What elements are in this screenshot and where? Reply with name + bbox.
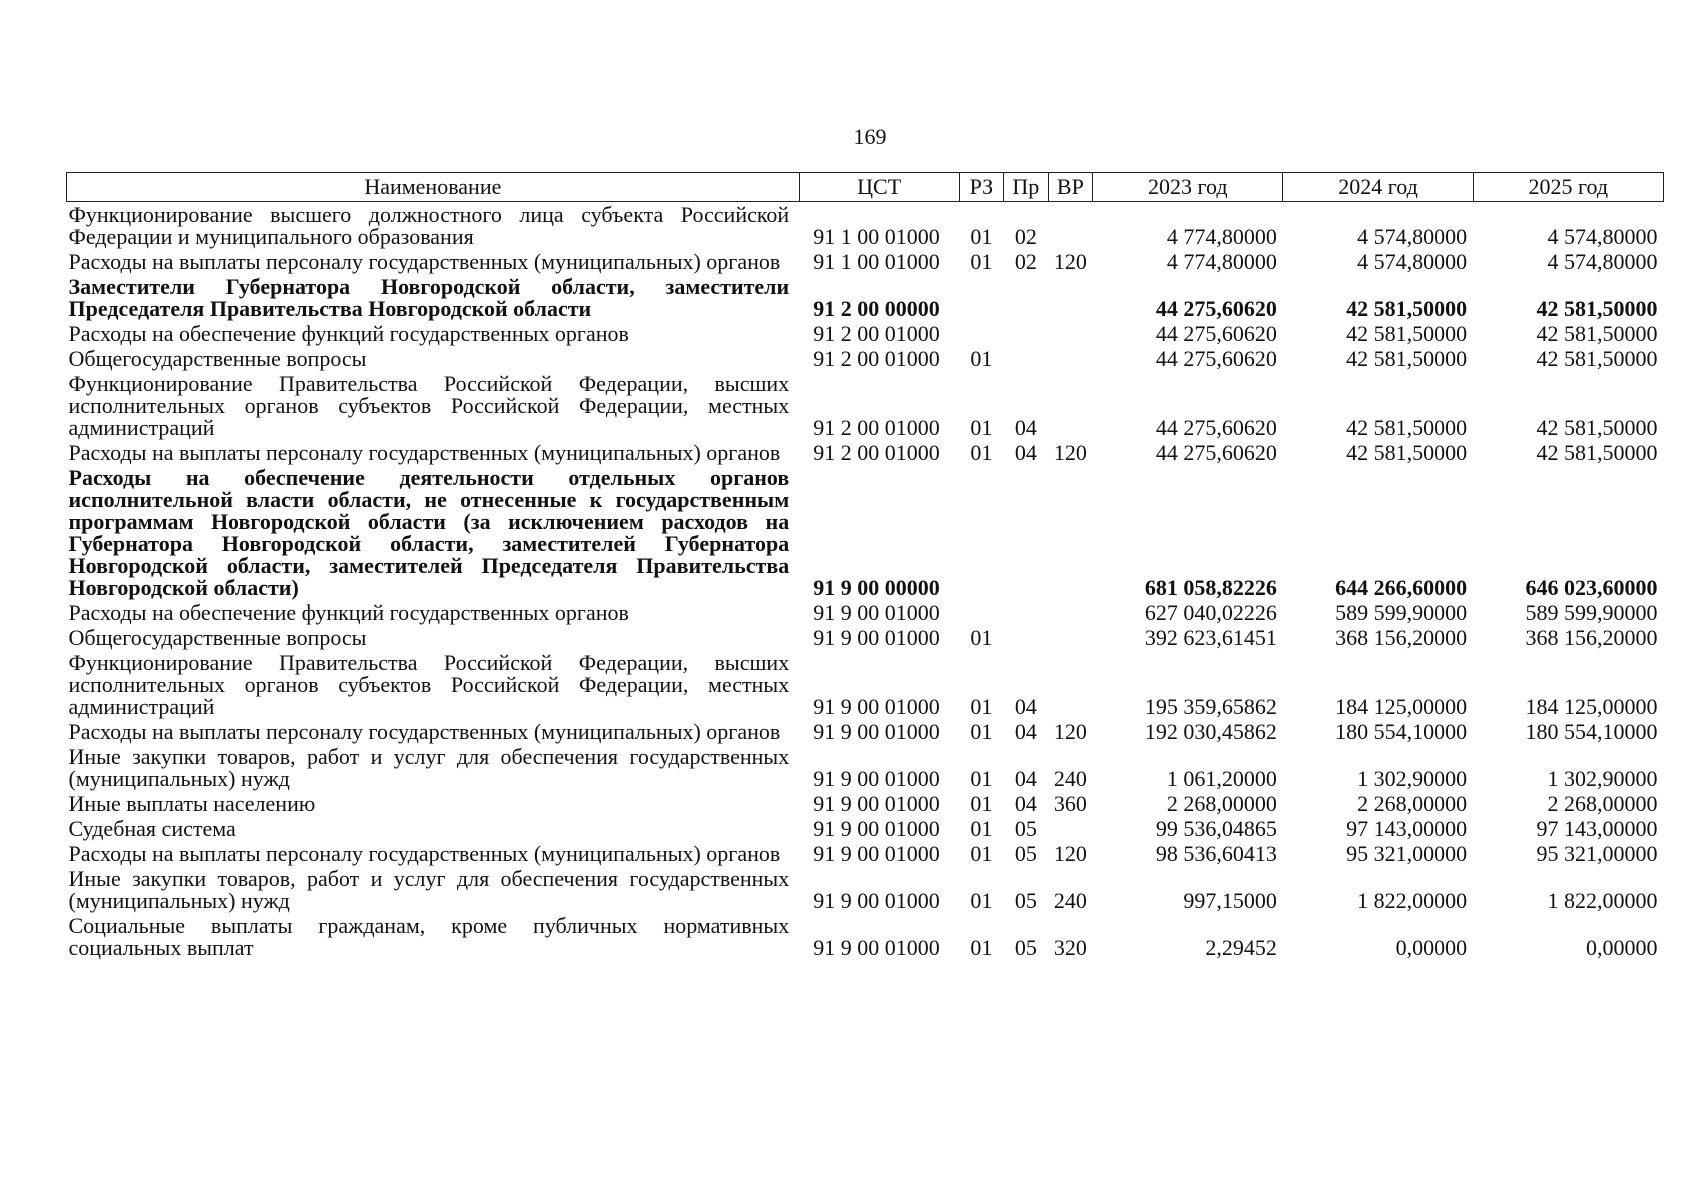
row-name: Заместители Губернатора Новгородской области, заместители Председателя Правительства Новгородской области: [68, 274, 790, 321]
table-row: [67, 249, 1664, 274]
table-row: [67, 440, 1664, 465]
row-2025: 42 581,50000: [1536, 440, 1658, 465]
row-pr: 04: [1014, 766, 1037, 791]
row-2023: 4 774,80000: [1166, 224, 1277, 249]
row-rz: 01: [970, 935, 993, 960]
row-2025: 180 554,10000: [1525, 719, 1658, 744]
row-cst: 91 9 00 01000: [813, 694, 940, 719]
row-pr: 04: [1014, 694, 1037, 719]
row-pr: [1004, 346, 1049, 371]
row-vr: 240: [1053, 766, 1087, 791]
row-2025: 42 581,50000: [1536, 415, 1658, 440]
row-2025: 4 574,80000: [1547, 224, 1658, 249]
table-row: [67, 274, 1664, 321]
row-2024: 1 822,00000: [1357, 888, 1468, 913]
row-rz: 01: [970, 791, 993, 816]
row-2023: 44 275,60620: [1155, 415, 1277, 440]
table-row: [67, 321, 1664, 346]
row-2025: 0,00000: [1586, 935, 1658, 960]
table-header-row: [67, 173, 1664, 202]
header-2025: 2025 год: [1473, 173, 1663, 202]
header-2024: 2024 год: [1283, 173, 1473, 202]
row-2025: 4 574,80000: [1547, 249, 1658, 274]
row-2025: 368 156,20000: [1525, 625, 1658, 650]
row-2024: 1 302,90000: [1357, 766, 1468, 791]
row-2023: 192 030,45862: [1144, 719, 1277, 744]
table-row: [67, 202, 1664, 250]
row-rz: 01: [970, 625, 993, 650]
row-2025: 42 581,50000: [1536, 296, 1658, 321]
row-pr: [1004, 321, 1049, 346]
row-cst: 91 9 00 01000: [813, 766, 940, 791]
row-vr: [1048, 371, 1093, 440]
row-2025: 42 581,50000: [1536, 346, 1658, 371]
row-cst: 91 9 00 01000: [813, 719, 940, 744]
row-2023: 195 359,65862: [1144, 694, 1277, 719]
row-cst: 91 9 00 01000: [813, 841, 940, 866]
row-2024: 42 581,50000: [1346, 296, 1468, 321]
row-vr: 320: [1053, 935, 1087, 960]
row-rz: 01: [970, 694, 993, 719]
row-name: Расходы на выплаты персоналу государственных (муниципальных) органов: [68, 249, 781, 274]
row-2023: 44 275,60620: [1155, 296, 1277, 321]
row-name: Общегосударственные вопросы: [68, 346, 367, 371]
row-2023: 2,29452: [1205, 935, 1277, 960]
table-row: [67, 913, 1664, 960]
row-rz: 01: [970, 841, 993, 866]
row-2024: 95 321,00000: [1346, 841, 1468, 866]
row-2024: 180 554,10000: [1335, 719, 1468, 744]
row-name: Социальные выплаты гражданам, кроме публичных нормативных социальных выплат: [68, 913, 790, 960]
row-2025: 646 023,60000: [1525, 575, 1658, 600]
row-2024: 368 156,20000: [1335, 625, 1468, 650]
table-row: [67, 465, 1664, 600]
table-row: [67, 346, 1664, 371]
row-2023: 392 623,61451: [1144, 625, 1277, 650]
row-pr: 02: [1014, 224, 1037, 249]
row-vr: [1048, 274, 1093, 321]
row-rz: [959, 321, 1004, 346]
row-vr: [1048, 650, 1093, 719]
row-2023: 2 268,00000: [1166, 791, 1277, 816]
row-cst: 91 2 00 01000: [813, 346, 940, 371]
row-vr: [1048, 465, 1093, 600]
row-2024: 184 125,00000: [1335, 694, 1468, 719]
row-cst: 91 9 00 01000: [813, 625, 940, 650]
header-2023: 2023 год: [1093, 173, 1283, 202]
row-rz: [959, 465, 1004, 600]
row-name: Функционирование Правительства Российской Федерации, высших исполнительных органов субъектов Российской Федерации, местных администраций: [68, 371, 790, 440]
row-name: Расходы на обеспечение деятельности отдельных органов исполнительной власти области, не отнесенные к государственным программам Новгородской области (за исключением расходов на Губернатора Новгородской области, заместителей Губернатора Новгородской области, заместителей Председателя Правительства Новгородской области): [68, 465, 790, 600]
row-rz: 01: [970, 719, 993, 744]
row-2023: 997,15000: [1183, 888, 1277, 913]
row-2023: 44 275,60620: [1155, 440, 1277, 465]
row-name: Общегосударственные вопросы: [68, 625, 367, 650]
row-name: Иные закупки товаров, работ и услуг для обеспечения государственных (муниципальных) нужд: [68, 866, 790, 913]
row-2023: 4 774,80000: [1166, 249, 1277, 274]
row-2024: 97 143,00000: [1346, 816, 1468, 841]
row-rz: 01: [970, 415, 993, 440]
row-rz: 01: [970, 346, 993, 371]
row-vr: [1048, 202, 1093, 250]
row-rz: 01: [970, 816, 993, 841]
row-pr: [1004, 274, 1049, 321]
row-name: Расходы на выплаты персоналу государственных (муниципальных) органов: [68, 719, 781, 744]
row-name: Судебная система: [68, 816, 236, 841]
row-rz: 01: [970, 888, 993, 913]
row-rz: 01: [970, 224, 993, 249]
row-pr: [1004, 465, 1049, 600]
row-cst: 91 2 00 01000: [813, 321, 940, 346]
row-2023: 44 275,60620: [1155, 346, 1277, 371]
table-row: [67, 719, 1664, 744]
row-cst: 91 2 00 00000: [813, 296, 940, 321]
table-row: [67, 791, 1664, 816]
row-name: Расходы на выплаты персоналу государственных (муниципальных) органов: [68, 841, 781, 866]
row-cst: 91 1 00 01000: [813, 224, 940, 249]
row-name: Функционирование Правительства Российской Федерации, высших исполнительных органов субъектов Российской Федерации, местных администраций: [68, 650, 790, 719]
row-2024: 644 266,60000: [1335, 575, 1468, 600]
row-vr: [1048, 600, 1093, 625]
row-2025: 42 581,50000: [1536, 321, 1658, 346]
row-2023: 99 536,04865: [1155, 816, 1277, 841]
row-cst: 91 9 00 01000: [813, 600, 940, 625]
row-pr: 05: [1014, 841, 1037, 866]
table-row: [67, 841, 1664, 866]
row-2024: 0,00000: [1395, 935, 1468, 960]
row-pr: 04: [1014, 415, 1037, 440]
table-row: [67, 650, 1664, 719]
row-2025: 2 268,00000: [1547, 791, 1658, 816]
row-2024: 42 581,50000: [1346, 440, 1468, 465]
row-2025: 1 302,90000: [1547, 766, 1658, 791]
row-cst: 91 9 00 01000: [813, 888, 940, 913]
row-cst: 91 1 00 01000: [813, 249, 940, 274]
table-row: [67, 816, 1664, 841]
row-vr: 120: [1053, 440, 1087, 465]
row-name: Расходы на выплаты персоналу государственных (муниципальных) органов: [68, 440, 781, 465]
row-pr: 04: [1014, 719, 1037, 744]
row-2024: 589 599,90000: [1335, 600, 1468, 625]
row-cst: 91 9 00 01000: [813, 935, 940, 960]
row-vr: 240: [1053, 888, 1087, 913]
budget-table: [66, 172, 1664, 960]
row-pr: 04: [1014, 440, 1037, 465]
row-pr: 02: [1014, 249, 1037, 274]
row-pr: [1004, 625, 1049, 650]
table-row: [67, 744, 1664, 791]
page-number: 169: [853, 124, 887, 149]
table-row: [67, 371, 1664, 440]
row-vr: [1048, 346, 1093, 371]
header-name: Наименование: [67, 173, 800, 202]
row-2024: 4 574,80000: [1357, 249, 1468, 274]
row-cst: 91 9 00 00000: [813, 575, 940, 600]
row-pr: [1004, 600, 1049, 625]
row-2023: 98 536,60413: [1155, 841, 1277, 866]
row-vr: [1048, 625, 1093, 650]
header-cst: ЦСТ: [799, 173, 959, 202]
row-rz: 01: [970, 766, 993, 791]
table-row: [67, 600, 1664, 625]
row-rz: [959, 274, 1004, 321]
row-name: Расходы на обеспечение функций государственных органов: [68, 600, 629, 625]
row-2025: 97 143,00000: [1536, 816, 1658, 841]
row-2025: 1 822,00000: [1547, 888, 1658, 913]
row-cst: 91 2 00 01000: [813, 440, 940, 465]
row-2025: 184 125,00000: [1525, 694, 1658, 719]
row-2023: 681 058,82226: [1144, 575, 1277, 600]
row-rz: [959, 600, 1004, 625]
row-2024: 42 581,50000: [1346, 346, 1468, 371]
row-pr: 05: [1014, 816, 1037, 841]
row-name: Функционирование высшего должностного лица субъекта Российской Федерации и муниципального образования: [68, 202, 790, 249]
row-pr: 05: [1014, 935, 1037, 960]
row-cst: 91 9 00 01000: [813, 791, 940, 816]
row-pr: 04: [1014, 791, 1037, 816]
row-2024: 4 574,80000: [1357, 224, 1468, 249]
header-pr: Пр: [1004, 173, 1049, 202]
table-row: [67, 625, 1664, 650]
table-row: [67, 866, 1664, 913]
row-2024: 2 268,00000: [1357, 791, 1468, 816]
row-rz: 01: [970, 249, 993, 274]
row-name: Иные закупки товаров, работ и услуг для обеспечения государственных (муниципальных) нужд: [68, 744, 790, 791]
row-vr: 360: [1053, 791, 1087, 816]
header-rz: РЗ: [959, 173, 1004, 202]
row-cst: 91 9 00 01000: [813, 816, 940, 841]
row-2024: 42 581,50000: [1346, 415, 1468, 440]
row-rz: 01: [970, 440, 993, 465]
row-2023: 44 275,60620: [1155, 321, 1277, 346]
row-2023: 627 040,02226: [1144, 600, 1277, 625]
row-pr: 05: [1014, 888, 1037, 913]
row-name: Расходы на обеспечение функций государственных органов: [68, 321, 629, 346]
row-vr: [1048, 321, 1093, 346]
row-vr: 120: [1053, 249, 1087, 274]
row-2025: 95 321,00000: [1536, 841, 1658, 866]
row-name: Иные выплаты населению: [68, 791, 316, 816]
row-2025: 589 599,90000: [1525, 600, 1658, 625]
row-2023: 1 061,20000: [1166, 766, 1277, 791]
row-vr: 120: [1053, 841, 1087, 866]
row-2024: 42 581,50000: [1346, 321, 1468, 346]
row-vr: [1048, 816, 1093, 841]
row-cst: 91 2 00 01000: [813, 415, 940, 440]
row-vr: 120: [1053, 719, 1087, 744]
header-vr: ВР: [1048, 173, 1093, 202]
